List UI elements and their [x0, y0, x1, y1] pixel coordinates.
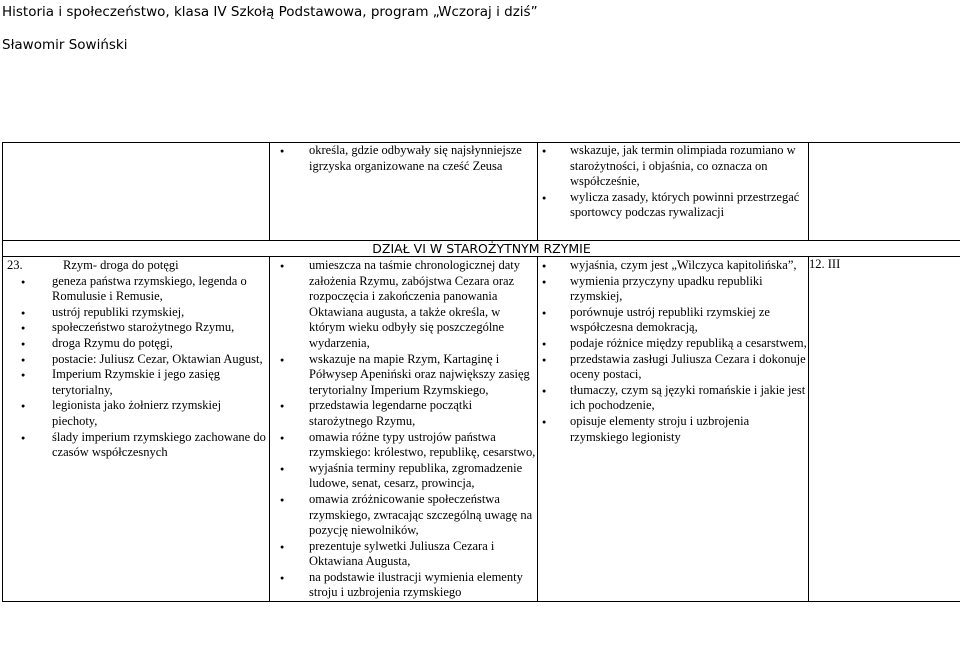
list-item: ● przedstawia zasługi Juliusza Cezara i dokonuje oceny postaci, [538, 352, 808, 383]
document-title: Historia i społeczeństwo, klasa IV Szkołą Podstawowa, program „Wczoraj i dziś” [2, 4, 538, 20]
list-item: ● na podstawie ilustracji wymienia elementy stroju i uzbrojenia rzymskiego [270, 570, 537, 601]
basic-requirements-cell [270, 257, 538, 602]
section-row [3, 241, 960, 257]
list-item: ● tłumaczy, czym są języki romańskie i jakie jest ich pochodzenie, [538, 383, 808, 414]
hours-cell: 12. III [809, 257, 960, 602]
lesson-cell [3, 257, 270, 602]
lesson-cell-empty [3, 143, 270, 241]
list-item: ● porównuje ustrój republiki rzymskiej ze współczesna demokracją, [538, 305, 808, 336]
list-item: ● droga Rzymu do potęgi, [3, 336, 269, 352]
list-item: ● określa, gdzie odbywały się najsłynniejsze igrzyska organizowane na cześć Zeusa [270, 143, 537, 174]
extended-requirements-cell [538, 257, 809, 602]
list-item: ● wskazuje na mapie Rzym, Kartaginę i Półwysep Apeniński oraz największy zasięg terytorialny Imperium Rzymskiego, [270, 352, 537, 399]
basic-requirements-list [270, 258, 537, 601]
list-item: ● legionista jako żołnierz rzymskiej piechoty, [3, 398, 269, 429]
extended-requirements-list [538, 258, 808, 445]
list-item: ● wyjaśnia, czym jest „Wilczyca kapitolińska”, [538, 258, 808, 274]
list-item: ● wskazuje, jak termin olimpiada rozumiano w starożytności, i objaśnia, co oznacza on współcześnie, [538, 143, 808, 190]
list-item: ● Imperium Rzymskie i jego zasięg terytorialny, [3, 367, 269, 398]
hours-cell-empty [809, 143, 960, 241]
list-item: ● ustrój republiki rzymskiej, [3, 305, 269, 321]
list-item: ● opisuje elementy stroju i uzbrojenia rzymskiego legionisty [538, 414, 808, 445]
list-item: ● podaje różnice między republiką a cesarstwem, [538, 336, 808, 352]
list-item: ● społeczeństwo starożytnego Rzymu, [3, 320, 269, 336]
list-item: ● wyjaśnia terminy republika, zgromadzenie ludowe, senat, cesarz, prowincja, [270, 461, 537, 492]
table-row [3, 257, 960, 602]
lesson-number: 23. [7, 258, 23, 272]
extended-requirements-cell [538, 143, 809, 241]
lesson-topics-list [3, 274, 269, 461]
basic-requirements-list [270, 143, 537, 174]
list-item: ● postacie: Juliusz Cezar, Oktawian August, [3, 352, 269, 368]
list-item: ● umieszcza na taśmie chronologicznej daty założenia Rzymu, zabójstwa Cezara oraz rozpoczęcia i zakończenia panowania Oktawiana augusta, a także określa, w którym wieku odbyły się poszczególne wydarzenia, [270, 258, 537, 352]
list-item: ● przedstawia legendarne początki starożytnego Rzymu, [270, 398, 537, 429]
list-item: ● prezentuje sylwetki Juliusza Cezara i Oktawiana Augusta, [270, 539, 537, 570]
table-row [3, 143, 960, 241]
document-author: Sławomir Sowiński [2, 37, 128, 53]
list-item: ● omawia zróżnicowanie społeczeństwa rzymskiego, zwracając szczególną uwagę na pozycję niewolników, [270, 492, 537, 539]
list-item: ● wymienia przyczyny upadku republiki rzymskiej, [538, 274, 808, 305]
extended-requirements-list [538, 143, 808, 221]
list-item: ● ślady imperium rzymskiego zachowane do czasów współczesnych [3, 430, 269, 461]
curriculum-table [2, 142, 960, 602]
list-item: ● geneza państwa rzymskiego, legenda o Romulusie i Remusie, [3, 274, 269, 305]
section-title: DZIAŁ VI W STAROŻYTNYM RZYMIE [3, 241, 960, 257]
lesson-title: Rzym- droga do potęgi [63, 258, 179, 272]
basic-requirements-cell [270, 143, 538, 241]
list-item: ● wylicza zasady, których powinni przestrzegać sportowcy podczas rywalizacji [538, 190, 808, 221]
list-item: ● omawia różne typy ustrojów państwa rzymskiego: królestwo, republikę, cesarstwo, [270, 430, 537, 461]
